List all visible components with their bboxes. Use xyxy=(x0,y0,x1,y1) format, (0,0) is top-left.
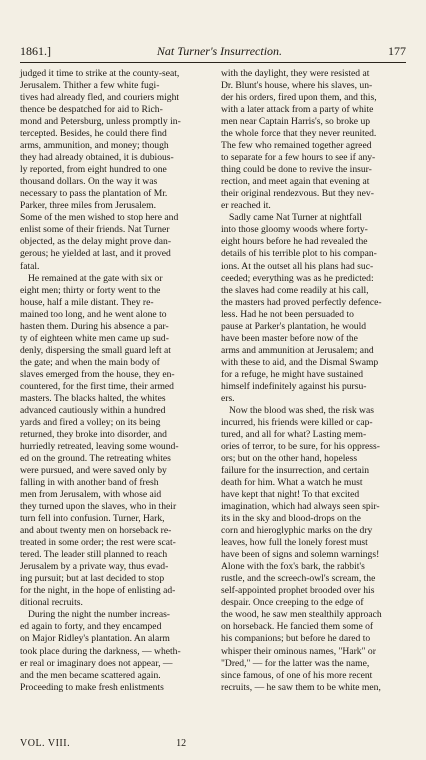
header-rule xyxy=(20,62,406,63)
text-line: ly reported, from eight hundred to one xyxy=(20,164,167,176)
text-line: pause at Parker's plantation, he would xyxy=(221,320,367,332)
text-line: the wood, he saw men stealthily approach xyxy=(221,609,382,621)
text-line: Proceeding to make fresh enlistments xyxy=(20,681,164,693)
text-line: the gate; and when the main body of xyxy=(20,356,160,368)
text-line: on Major Ridley's plantation. An alarm xyxy=(20,633,170,645)
left-text-column xyxy=(20,68,201,694)
text-line: tured, and all for what? Lasting mem- xyxy=(221,428,367,440)
text-line: and the men became scattered again. xyxy=(20,669,161,681)
text-line: Some of the men wished to stop here and xyxy=(20,212,179,224)
text-line: turn fell into confusion. Turner, Hark, xyxy=(20,513,165,525)
text-line: enlist some of their friends. Nat Turner xyxy=(20,224,170,236)
text-line: objected, as the delay might prove dan- xyxy=(20,236,172,248)
text-line: house, half a mile distant. They re- xyxy=(20,296,154,308)
text-line: arms and ammunition at Jerusalem; and xyxy=(221,344,374,356)
text-line: its in the sky and blood-drops on the xyxy=(221,513,361,525)
text-line: Jerusalem by a private way, thus evad- xyxy=(20,561,169,573)
text-line: for the night, in the hope of enlisting ad- xyxy=(20,585,176,597)
page-footer xyxy=(20,738,406,749)
page-number: 177 xyxy=(387,44,406,58)
text-line: were pursued, and were saved only by xyxy=(20,465,167,477)
text-line: have kept that night! To that excited xyxy=(221,489,360,501)
signature-mark: 12 xyxy=(176,738,187,749)
right-text-column xyxy=(221,68,402,694)
text-line: imagination, which had always seen spir- xyxy=(221,501,380,513)
text-line: Parker, three miles from Jerusalem. xyxy=(20,200,157,212)
text-line: falling in with another band of fresh xyxy=(20,477,159,489)
text-line: fatal. xyxy=(20,260,40,272)
text-line: their original rendezvous. But they nev- xyxy=(221,188,374,200)
text-line: er real or imaginary does not appear, — xyxy=(20,657,173,669)
text-line: the whole force that they never reunited. xyxy=(221,128,377,140)
text-line: the slaves had come readily at his call, xyxy=(221,284,369,296)
text-line: countered, for the first time, their armed xyxy=(20,380,174,392)
text-line: self-appointed prophet brooded over his xyxy=(221,585,375,597)
text-line: ories of terror, to be sure, for his oppress- xyxy=(221,440,380,452)
text-line: treated in some order; the rest were scat- xyxy=(20,537,176,549)
text-line: with a later attack from a party of white xyxy=(221,104,374,116)
text-line: judged it time to strike at the county-seat, xyxy=(20,68,180,79)
volume-label: VOL. VIII. xyxy=(20,738,71,749)
text-line: incurred, his friends were killed or cap- xyxy=(221,416,373,428)
text-line: death for him. What a watch he must xyxy=(221,477,363,489)
text-line: and about twenty men on horseback re- xyxy=(20,525,172,537)
header-title: Nat Turner's Insurrection. xyxy=(156,44,283,58)
text-line: less. Had he not been persuaded to xyxy=(221,308,354,320)
text-line: hurriedly retreated, leaving some wound- xyxy=(20,440,179,452)
text-line: men from Jerusalem, with whose aid xyxy=(20,489,162,501)
text-line: During the night the number increas- xyxy=(28,609,170,621)
text-line: denly, dispersing the small guard left at xyxy=(20,344,171,356)
running-header xyxy=(20,44,406,59)
text-line: ions. At the outset all his plans had suc- xyxy=(221,260,374,272)
text-line: ing pursuit; but at last decided to stop xyxy=(20,573,165,585)
text-line: ditional recruits. xyxy=(20,597,83,609)
text-line: since famous, of one of his more recent xyxy=(221,669,373,681)
text-line: hasten them. During his absence a par- xyxy=(20,320,169,332)
text-line: despair. Once creeping to the edge of xyxy=(221,597,364,609)
text-line: masters. The blacks halted, the whites xyxy=(20,392,166,404)
text-line: ceeded; everything was as he predicted: xyxy=(221,272,374,284)
text-line: Jerusalem. Thither a few white fugi- xyxy=(20,80,160,92)
text-line: have been master before now of the xyxy=(221,332,358,344)
text-line: necessary to pass the plantation of Mr. xyxy=(20,188,168,200)
text-line: er reached it. xyxy=(221,200,271,212)
text-line: arms, ammunition, and money; though xyxy=(20,140,169,152)
text-line: took place during the darkness, — wheth- xyxy=(20,645,181,657)
text-line: Sadly came Nat Turner at nightfall xyxy=(229,212,362,224)
text-line: on horseback. He fancied them some of xyxy=(221,621,374,633)
text-line: corn and hieroglyphic marks on the dry xyxy=(221,525,373,537)
text-line: gerous; he yielded at last, and it proved xyxy=(20,248,171,260)
text-line: Alone with the fox's bark, the rabbit's xyxy=(221,561,365,573)
text-line: ed again to forty, and they encamped xyxy=(20,621,162,633)
text-line: rustle, and the screech-owl's scream, the xyxy=(221,573,376,585)
text-line: mond and Petersburg, unless promptly in- xyxy=(20,116,181,128)
text-line: ers. xyxy=(221,392,235,404)
text-line: tercepted. Besides, he could there find xyxy=(20,128,167,140)
text-line: "Dred," — for the latter was the name, xyxy=(221,657,370,669)
text-line: into those gloomy woods where forty- xyxy=(221,224,368,236)
text-line: thing could be done to revive the insur- xyxy=(221,164,372,176)
text-line: advanced cautiously within a hundred xyxy=(20,404,166,416)
text-line: thousand dollars. On the way it was xyxy=(20,176,158,188)
text-line: himself indefinitely against his pursu- xyxy=(221,380,367,392)
text-line: thence be despatched for aid to Rich- xyxy=(20,104,163,116)
text-line: recruits, — he saw them to be white men, xyxy=(221,681,381,693)
text-line: He remained at the gate with six or xyxy=(28,272,163,284)
text-line: whisper their ominous names, "Hark" or xyxy=(221,645,376,657)
text-line: slaves emerged from the house, they en- xyxy=(20,368,175,380)
text-line: eight men; thirty or forty went to the xyxy=(20,284,161,296)
text-line: eight hours before he had revealed the xyxy=(221,236,368,248)
text-line: they had already obtained, it is dubious- xyxy=(20,152,174,164)
text-line: ed on the ground. The retreating whites xyxy=(20,453,171,464)
text-line: Now the blood was shed, the risk was xyxy=(229,404,374,416)
text-line: failure for the insurrection, and certain xyxy=(221,465,370,477)
header-year: 1861.] xyxy=(20,44,51,58)
text-line: ty of eighteen white men came up sud- xyxy=(20,332,169,344)
text-line: rection, and meet again that evening at xyxy=(221,176,370,188)
text-line: tives had already fled, and couriers might xyxy=(20,92,180,104)
text-line: The few who remained together agreed xyxy=(221,140,372,152)
text-line: with these to aid, and the Dismal Swamp xyxy=(221,356,379,368)
text-line: details of his terrible plot to his compan- xyxy=(221,248,377,260)
text-line: for a refuge, he might have sustained xyxy=(221,368,363,380)
text-line: leaves, how full the lonely forest must xyxy=(221,537,368,549)
text-line: with the daylight, they were resisted at xyxy=(221,68,370,79)
text-line: Dr. Blunt's house, where his slaves, un- xyxy=(221,80,373,92)
text-line: der his orders, fired upon them, and this, xyxy=(221,92,377,104)
text-line: his companions; but before he dared to xyxy=(221,633,371,645)
text-line: they turned upon the slaves, who in their xyxy=(20,501,177,513)
text-line: men near Captain Harris's, so broke up xyxy=(221,116,371,128)
text-line: the masters had proved perfectly defence- xyxy=(221,296,382,308)
text-line: ors; but on the other hand, hopeless xyxy=(221,453,358,464)
text-line: yards and fired a volley; on its being xyxy=(20,416,161,428)
text-line: have been of signs and solemn warnings! xyxy=(221,549,380,561)
text-line: returned, they broke into disorder, and xyxy=(20,428,167,440)
text-line: tered. The leader still planned to reach xyxy=(20,549,168,561)
text-line: to separate for a few hours to see if any- xyxy=(221,152,376,164)
text-line: mained too long, and he went alone to xyxy=(20,308,167,320)
